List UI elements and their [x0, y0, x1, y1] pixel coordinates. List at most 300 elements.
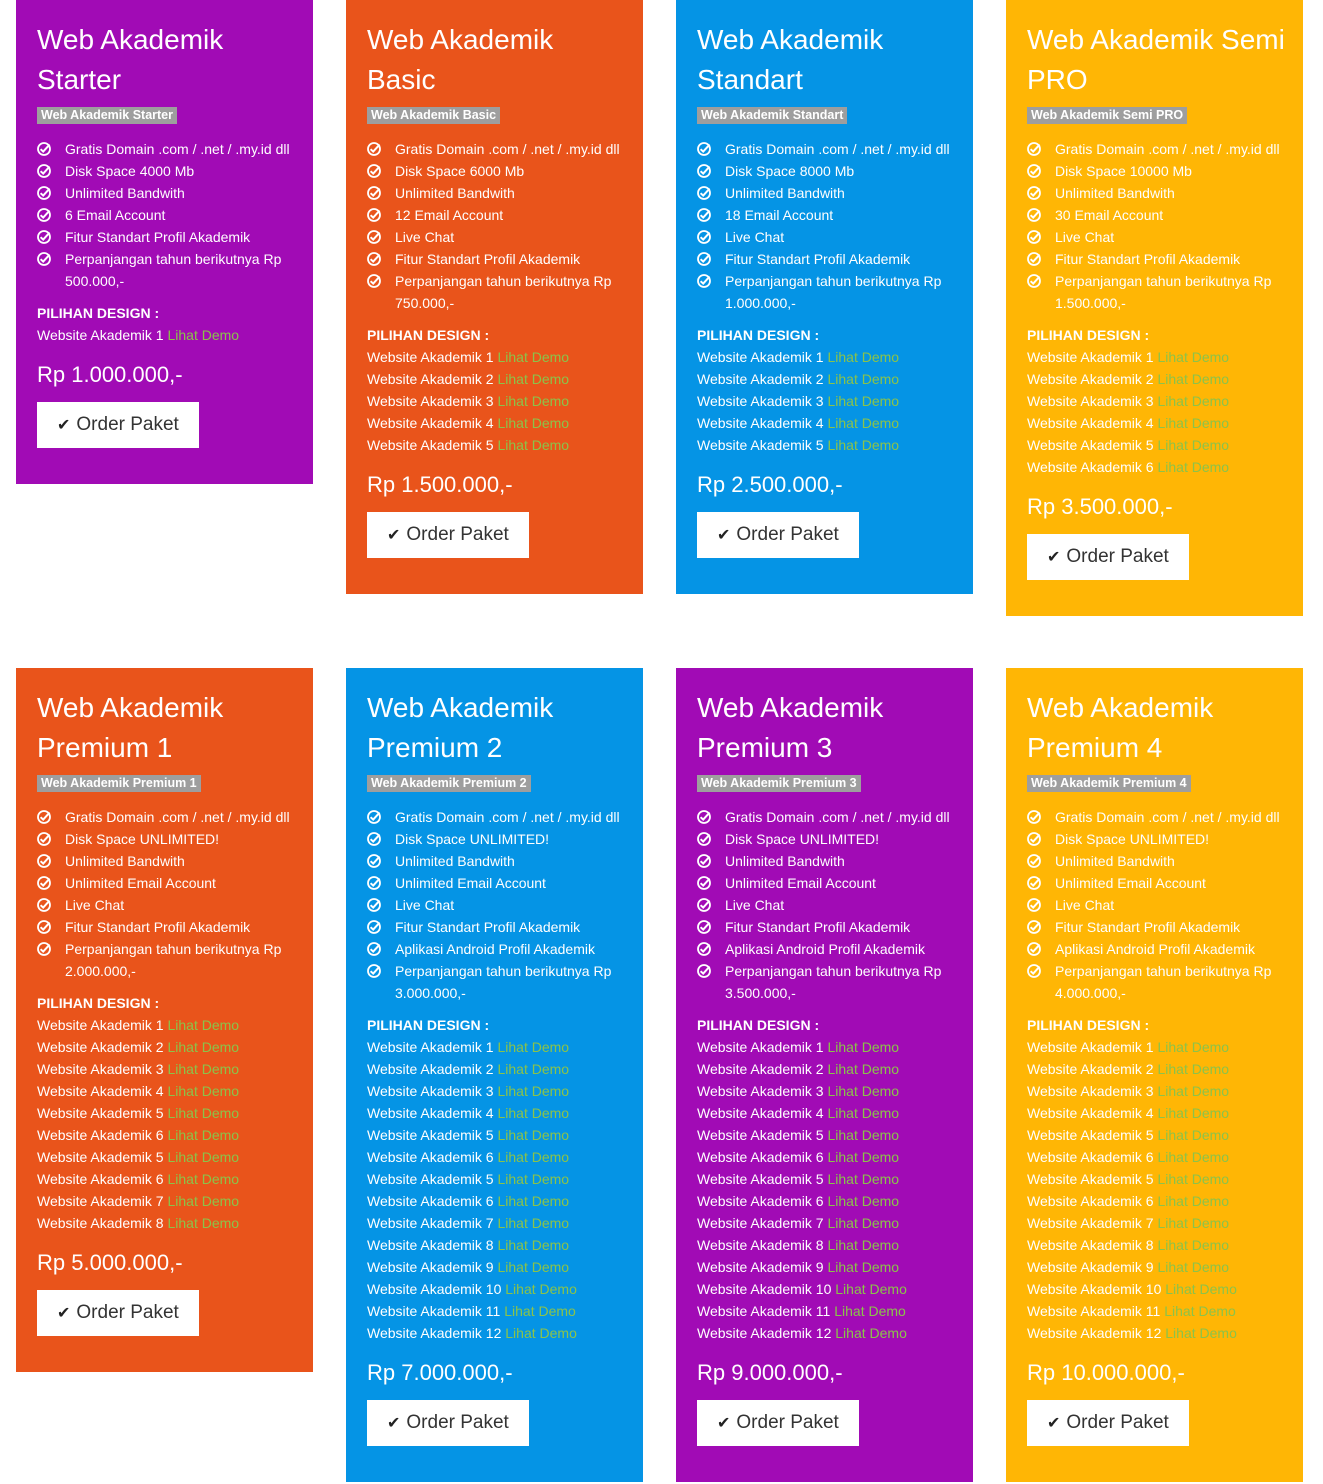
- package-card: [16, 0, 313, 484]
- feature-item: [367, 270, 627, 314]
- demo-link[interactable]: Lihat Demo: [1165, 1281, 1237, 1297]
- demo-link[interactable]: Lihat Demo: [167, 1149, 240, 1165]
- design-name: Website Akademik 11: [697, 1303, 831, 1319]
- feature-text: Unlimited Bandwith: [395, 185, 515, 201]
- design-heading: PILIHAN DESIGN :: [367, 327, 490, 343]
- order-button[interactable]: [697, 1400, 859, 1446]
- demo-link[interactable]: Lihat Demo: [827, 371, 900, 387]
- feature-text: Perpanjangan tahun berikutnya Rp 500.000,-: [65, 251, 282, 289]
- package-title: Web Akademik Semi PRO: [1027, 24, 1285, 95]
- check-circle-icon: [1027, 898, 1041, 912]
- feature-text: Aplikasi Android Profil Akademik: [1055, 941, 1255, 957]
- design-name: Website Akademik 2: [37, 1039, 164, 1055]
- feature-item: [37, 204, 297, 226]
- design-item: [697, 1190, 957, 1212]
- design-name: Website Akademik 10: [367, 1281, 502, 1297]
- package-card: [346, 0, 643, 594]
- package-card: [676, 0, 973, 594]
- design-item: [1027, 1124, 1287, 1146]
- design-name: Website Akademik 1: [1027, 1039, 1154, 1055]
- design-item: [697, 390, 957, 412]
- demo-link[interactable]: Lihat Demo: [167, 1171, 240, 1187]
- design-item: [1027, 1058, 1287, 1080]
- design-heading: PILIHAN DESIGN :: [367, 1017, 490, 1033]
- feature-item: [697, 828, 957, 850]
- check-circle-icon: [1027, 942, 1041, 956]
- design-name: Website Akademik 6: [1027, 1193, 1154, 1209]
- design-name: Website Akademik 6: [1027, 1149, 1154, 1165]
- design-name: Website Akademik 1: [1027, 349, 1154, 365]
- feature-text: Disk Space 8000 Mb: [725, 163, 855, 179]
- demo-link[interactable]: Lihat Demo: [1157, 1193, 1230, 1209]
- demo-link[interactable]: Lihat Demo: [827, 1193, 900, 1209]
- order-button[interactable]: [367, 1400, 529, 1446]
- design-name: Website Akademik 6: [1027, 459, 1154, 475]
- feature-item: [37, 850, 297, 872]
- design-name: Website Akademik 11: [1027, 1303, 1161, 1319]
- package-title: Web Akademik Starter: [37, 24, 224, 95]
- feature-item: [37, 828, 297, 850]
- demo-link[interactable]: Lihat Demo: [1157, 1149, 1230, 1165]
- feature-item: [37, 182, 297, 204]
- feature-item: [697, 182, 957, 204]
- check-circle-icon: [367, 942, 381, 956]
- demo-link[interactable]: Lihat Demo: [505, 1325, 577, 1341]
- feature-item: [367, 138, 627, 160]
- feature-item: [367, 182, 627, 204]
- demo-link[interactable]: Lihat Demo: [167, 1215, 240, 1231]
- feature-item: [697, 938, 957, 960]
- demo-link[interactable]: Lihat Demo: [827, 393, 900, 409]
- order-label: Order Paket: [1066, 546, 1169, 567]
- design-item: [1027, 368, 1287, 390]
- check-circle-icon: [697, 898, 711, 912]
- demo-link[interactable]: Lihat Demo: [1157, 437, 1230, 453]
- package-title: Web Akademik Premium 4: [1027, 692, 1214, 763]
- design-name: Website Akademik 12: [367, 1325, 502, 1341]
- order-label: Order Paket: [1066, 1412, 1169, 1433]
- order-button[interactable]: [697, 512, 859, 558]
- design-name: Website Akademik 3: [1027, 1083, 1154, 1099]
- checkmark-icon: ✔: [57, 1305, 71, 1322]
- check-circle-icon: [37, 898, 51, 912]
- order-label: Order Paket: [406, 524, 509, 545]
- demo-link[interactable]: Lihat Demo: [497, 1083, 570, 1099]
- design-item: [697, 1058, 957, 1080]
- demo-link[interactable]: Lihat Demo: [497, 415, 570, 431]
- design-item: [367, 1256, 627, 1278]
- design-item: [367, 368, 627, 390]
- check-circle-icon: [37, 142, 51, 156]
- design-name: Website Akademik 5: [697, 437, 824, 453]
- feature-text: Disk Space UNLIMITED!: [1055, 831, 1210, 847]
- demo-link[interactable]: Lihat Demo: [834, 1303, 906, 1319]
- demo-link[interactable]: Lihat Demo: [1157, 371, 1230, 387]
- design-item: [697, 434, 957, 456]
- demo-link[interactable]: Lihat Demo: [497, 349, 570, 365]
- check-circle-icon: [367, 142, 381, 156]
- demo-link[interactable]: Lihat Demo: [497, 1259, 570, 1275]
- package-price: Rp 1.000.000,-: [37, 362, 183, 387]
- feature-item: [37, 806, 297, 828]
- feature-item: [37, 160, 297, 182]
- design-name: Website Akademik 3: [1027, 393, 1154, 409]
- design-heading: PILIHAN DESIGN :: [697, 1017, 820, 1033]
- design-name: Website Akademik 2: [697, 371, 824, 387]
- package-title: Web Akademik Premium 1: [37, 692, 224, 763]
- check-circle-icon: [367, 164, 381, 178]
- design-item: [697, 1234, 957, 1256]
- order-button[interactable]: [37, 1290, 199, 1336]
- demo-link[interactable]: Lihat Demo: [497, 1149, 570, 1165]
- feature-text: Gratis Domain .com / .net / .my.id dll: [725, 809, 950, 825]
- package-badge: Web Akademik Basic: [367, 107, 500, 124]
- feature-item: [37, 938, 297, 982]
- feature-list: [1027, 138, 1287, 314]
- design-item: [697, 1278, 957, 1300]
- demo-link[interactable]: Lihat Demo: [1157, 1259, 1230, 1275]
- demo-link[interactable]: Lihat Demo: [1157, 1083, 1230, 1099]
- feature-text: Unlimited Email Account: [1055, 875, 1206, 891]
- demo-link[interactable]: Lihat Demo: [497, 1127, 570, 1143]
- check-circle-icon: [697, 230, 711, 244]
- check-circle-icon: [37, 854, 51, 868]
- design-item: [37, 1212, 297, 1234]
- demo-link[interactable]: Lihat Demo: [497, 1039, 570, 1055]
- demo-link[interactable]: Lihat Demo: [167, 1083, 240, 1099]
- feature-item: [1027, 806, 1287, 828]
- design-name: Website Akademik 10: [1027, 1281, 1162, 1297]
- design-item: [697, 1080, 957, 1102]
- demo-link[interactable]: Lihat Demo: [1157, 459, 1230, 475]
- demo-link[interactable]: Lihat Demo: [1157, 1171, 1230, 1187]
- design-item: [697, 1212, 957, 1234]
- feature-text: Fitur Standart Profil Akademik: [1055, 251, 1241, 267]
- demo-link[interactable]: Lihat Demo: [827, 1083, 900, 1099]
- feature-item: [367, 828, 627, 850]
- design-item: [697, 1168, 957, 1190]
- design-name: Website Akademik 1: [367, 349, 494, 365]
- demo-link[interactable]: Lihat Demo: [1164, 1303, 1236, 1319]
- feature-item: [367, 226, 627, 248]
- design-name: Website Akademik 5: [37, 1149, 164, 1165]
- feature-text: Live Chat: [1055, 229, 1115, 245]
- design-item: [367, 1278, 627, 1300]
- check-circle-icon: [37, 832, 51, 846]
- feature-item: [37, 248, 297, 292]
- demo-link[interactable]: Lihat Demo: [827, 1149, 900, 1165]
- design-item: [697, 368, 957, 390]
- package-badge: Web Akademik Standart: [697, 107, 847, 124]
- check-circle-icon: [367, 854, 381, 868]
- feature-text: Disk Space UNLIMITED!: [395, 831, 550, 847]
- design-name: Website Akademik 5: [1027, 1127, 1154, 1143]
- feature-item: [697, 138, 957, 160]
- check-circle-icon: [37, 230, 51, 244]
- feature-text: Perpanjangan tahun berikutnya Rp 4.000.000,-: [1055, 963, 1272, 1001]
- feature-text: Aplikasi Android Profil Akademik: [725, 941, 925, 957]
- design-name: Website Akademik 7: [367, 1215, 494, 1231]
- order-label: Order Paket: [736, 1412, 839, 1433]
- feature-item: [1027, 138, 1287, 160]
- feature-text: Perpanjangan tahun berikutnya Rp 750.000,-: [395, 273, 612, 311]
- check-circle-icon: [1027, 876, 1041, 890]
- design-name: Website Akademik 2: [367, 1061, 494, 1077]
- package-price: Rp 2.500.000,-: [697, 472, 843, 497]
- design-name: Website Akademik 3: [367, 1083, 494, 1099]
- package-card: [16, 668, 313, 1372]
- demo-link[interactable]: Lihat Demo: [1157, 1215, 1230, 1231]
- design-item: [37, 1080, 297, 1102]
- order-button[interactable]: [367, 512, 529, 558]
- demo-link[interactable]: Lihat Demo: [827, 1237, 900, 1253]
- feature-text: Gratis Domain .com / .net / .my.id dll: [395, 141, 620, 157]
- demo-link[interactable]: Lihat Demo: [835, 1325, 907, 1341]
- check-circle-icon: [37, 942, 51, 956]
- demo-link[interactable]: Lihat Demo: [827, 1061, 900, 1077]
- feature-text: Disk Space UNLIMITED!: [725, 831, 880, 847]
- design-heading: PILIHAN DESIGN :: [1027, 327, 1150, 343]
- check-circle-icon: [1027, 274, 1041, 288]
- feature-text: Disk Space 4000 Mb: [65, 163, 195, 179]
- demo-link[interactable]: Lihat Demo: [167, 1039, 240, 1055]
- demo-link[interactable]: Lihat Demo: [497, 393, 570, 409]
- check-circle-icon: [37, 810, 51, 824]
- feature-text: 12 Email Account: [395, 207, 504, 223]
- design-item: [1027, 1146, 1287, 1168]
- order-label: Order Paket: [406, 1412, 509, 1433]
- check-circle-icon: [37, 920, 51, 934]
- feature-text: Fitur Standart Profil Akademik: [725, 919, 911, 935]
- demo-link[interactable]: Lihat Demo: [1157, 1061, 1230, 1077]
- demo-link[interactable]: Lihat Demo: [497, 1171, 570, 1187]
- feature-text: Fitur Standart Profil Akademik: [395, 919, 581, 935]
- order-button[interactable]: [1027, 534, 1189, 580]
- check-circle-icon: [697, 142, 711, 156]
- design-item: [697, 1036, 957, 1058]
- order-button[interactable]: [1027, 1400, 1189, 1446]
- design-item: [697, 1124, 957, 1146]
- demo-link[interactable]: Lihat Demo: [497, 437, 570, 453]
- demo-link[interactable]: Lihat Demo: [167, 1061, 240, 1077]
- feature-text: Unlimited Email Account: [65, 875, 216, 891]
- package-badge: Web Akademik Starter: [37, 107, 177, 124]
- demo-link[interactable]: Lihat Demo: [1165, 1325, 1237, 1341]
- check-circle-icon: [367, 898, 381, 912]
- design-item: [37, 1036, 297, 1058]
- package-price: Rp 5.000.000,-: [37, 1250, 183, 1275]
- demo-link[interactable]: Lihat Demo: [827, 437, 900, 453]
- design-item: [697, 1322, 957, 1344]
- package-badge: Web Akademik Premium 3: [697, 775, 861, 792]
- checkmark-icon: ✔: [1047, 1415, 1061, 1432]
- feature-text: Unlimited Bandwith: [395, 853, 515, 869]
- design-name: Website Akademik 2: [697, 1061, 824, 1077]
- feature-text: Gratis Domain .com / .net / .my.id dll: [395, 809, 620, 825]
- design-name: Website Akademik 3: [697, 393, 824, 409]
- design-name: Website Akademik 5: [367, 1127, 494, 1143]
- design-item: [1027, 1234, 1287, 1256]
- design-name: Website Akademik 4: [367, 1105, 494, 1121]
- demo-link[interactable]: Lihat Demo: [497, 1193, 570, 1209]
- demo-link[interactable]: Lihat Demo: [1157, 415, 1230, 431]
- design-item: [1027, 456, 1287, 478]
- package-title: Web Akademik Standart: [697, 24, 884, 95]
- feature-text: Live Chat: [725, 897, 785, 913]
- feature-text: Unlimited Email Account: [725, 875, 876, 891]
- feature-item: [697, 850, 957, 872]
- feature-text: Fitur Standart Profil Akademik: [1055, 919, 1241, 935]
- check-circle-icon: [697, 876, 711, 890]
- demo-link[interactable]: Lihat Demo: [497, 1237, 570, 1253]
- design-name: Website Akademik 7: [37, 1193, 164, 1209]
- demo-link[interactable]: Lihat Demo: [167, 1193, 240, 1209]
- feature-item: [1027, 894, 1287, 916]
- demo-link[interactable]: Lihat Demo: [1157, 1039, 1230, 1055]
- feature-item: [37, 226, 297, 248]
- demo-link[interactable]: Lihat Demo: [827, 1105, 900, 1121]
- feature-text: Gratis Domain .com / .net / .my.id dll: [65, 141, 290, 157]
- feature-item: [367, 916, 627, 938]
- demo-link[interactable]: Lihat Demo: [1157, 1237, 1230, 1253]
- order-button[interactable]: [37, 402, 199, 448]
- package-badge: Web Akademik Premium 1: [37, 775, 201, 792]
- feature-text: Gratis Domain .com / .net / .my.id dll: [1055, 141, 1280, 157]
- design-name: Website Akademik 1: [37, 327, 164, 343]
- feature-item: [697, 916, 957, 938]
- package-price: Rp 1.500.000,-: [367, 472, 513, 497]
- design-item: [1027, 1190, 1287, 1212]
- feature-item: [1027, 872, 1287, 894]
- demo-link[interactable]: Lihat Demo: [827, 415, 900, 431]
- design-item: [37, 1168, 297, 1190]
- design-name: Website Akademik 9: [367, 1259, 494, 1275]
- design-item: [1027, 1168, 1287, 1190]
- design-item: [1027, 1300, 1287, 1322]
- check-circle-icon: [1027, 810, 1041, 824]
- check-circle-icon: [37, 252, 51, 266]
- demo-link[interactable]: Lihat Demo: [827, 1259, 900, 1275]
- design-item: [1027, 1278, 1287, 1300]
- design-name: Website Akademik 3: [37, 1061, 164, 1077]
- design-name: Website Akademik 5: [367, 437, 494, 453]
- feature-item: [367, 204, 627, 226]
- feature-item: [1027, 226, 1287, 248]
- order-label: Order Paket: [76, 414, 179, 435]
- demo-link[interactable]: Lihat Demo: [167, 1105, 240, 1121]
- feature-item: [1027, 248, 1287, 270]
- design-heading: PILIHAN DESIGN :: [1027, 1017, 1150, 1033]
- check-circle-icon: [367, 230, 381, 244]
- feature-item: [37, 872, 297, 894]
- demo-link[interactable]: Lihat Demo: [167, 1127, 240, 1143]
- design-name: Website Akademik 1: [697, 1039, 824, 1055]
- check-circle-icon: [697, 810, 711, 824]
- feature-list: [37, 138, 297, 292]
- demo-link[interactable]: Lihat Demo: [1157, 1127, 1230, 1143]
- design-name: Website Akademik 10: [697, 1281, 832, 1297]
- design-item: [1027, 1212, 1287, 1234]
- feature-item: [1027, 960, 1287, 1004]
- feature-item: [1027, 850, 1287, 872]
- design-item: [1027, 1080, 1287, 1102]
- design-item: [697, 1300, 957, 1322]
- design-item: [367, 1102, 627, 1124]
- check-circle-icon: [697, 186, 711, 200]
- feature-item: [367, 160, 627, 182]
- design-item: [367, 1322, 627, 1344]
- check-circle-icon: [367, 274, 381, 288]
- check-circle-icon: [697, 252, 711, 266]
- design-item: [367, 1036, 627, 1058]
- feature-item: [367, 248, 627, 270]
- package-badge: Web Akademik Premium 2: [367, 775, 531, 792]
- feature-item: [1027, 916, 1287, 938]
- design-name: Website Akademik 9: [1027, 1259, 1154, 1275]
- demo-link[interactable]: Lihat Demo: [827, 1171, 900, 1187]
- demo-link[interactable]: Lihat Demo: [827, 1127, 900, 1143]
- demo-link[interactable]: Lihat Demo: [827, 349, 900, 365]
- feature-list: [367, 138, 627, 314]
- design-item: [37, 324, 297, 346]
- demo-link[interactable]: Lihat Demo: [504, 1303, 576, 1319]
- design-item: [1027, 1256, 1287, 1278]
- demo-link[interactable]: Lihat Demo: [497, 371, 570, 387]
- design-name: Website Akademik 1: [697, 349, 824, 365]
- feature-text: Perpanjangan tahun berikutnya Rp 2.000.000,-: [65, 941, 282, 979]
- design-item: [697, 346, 957, 368]
- design-name: Website Akademik 5: [697, 1127, 824, 1143]
- check-circle-icon: [697, 920, 711, 934]
- check-circle-icon: [1027, 832, 1041, 846]
- demo-link[interactable]: Lihat Demo: [167, 1017, 240, 1033]
- design-item: [697, 1146, 957, 1168]
- feature-text: Unlimited Bandwith: [725, 185, 845, 201]
- feature-text: Fitur Standart Profil Akademik: [65, 229, 251, 245]
- check-circle-icon: [37, 208, 51, 222]
- check-circle-icon: [1027, 854, 1041, 868]
- design-item: [367, 1300, 627, 1322]
- demo-link[interactable]: Lihat Demo: [497, 1105, 570, 1121]
- design-name: Website Akademik 8: [37, 1215, 164, 1231]
- feature-item: [1027, 182, 1287, 204]
- package-badge: Web Akademik Semi PRO: [1027, 107, 1187, 124]
- demo-link[interactable]: Lihat Demo: [1157, 349, 1230, 365]
- check-circle-icon: [367, 832, 381, 846]
- design-name: Website Akademik 4: [367, 415, 494, 431]
- design-name: Website Akademik 3: [697, 1083, 824, 1099]
- demo-link[interactable]: Lihat Demo: [497, 1061, 570, 1077]
- design-name: Website Akademik 4: [697, 415, 824, 431]
- feature-text: Fitur Standart Profil Akademik: [395, 251, 581, 267]
- demo-link[interactable]: Lihat Demo: [835, 1281, 907, 1297]
- feature-item: [37, 894, 297, 916]
- demo-link[interactable]: Lihat Demo: [505, 1281, 577, 1297]
- demo-link[interactable]: Lihat Demo: [167, 327, 240, 343]
- feature-item: [697, 248, 957, 270]
- demo-link[interactable]: Lihat Demo: [497, 1215, 570, 1231]
- checkmark-icon: ✔: [387, 1415, 401, 1432]
- feature-item: [697, 226, 957, 248]
- demo-link[interactable]: Lihat Demo: [1157, 393, 1230, 409]
- feature-item: [1027, 828, 1287, 850]
- demo-link[interactable]: Lihat Demo: [827, 1039, 900, 1055]
- design-item: [1027, 412, 1287, 434]
- feature-text: Aplikasi Android Profil Akademik: [395, 941, 595, 957]
- demo-link[interactable]: Lihat Demo: [1157, 1105, 1230, 1121]
- design-name: Website Akademik 6: [697, 1149, 824, 1165]
- demo-link[interactable]: Lihat Demo: [827, 1215, 900, 1231]
